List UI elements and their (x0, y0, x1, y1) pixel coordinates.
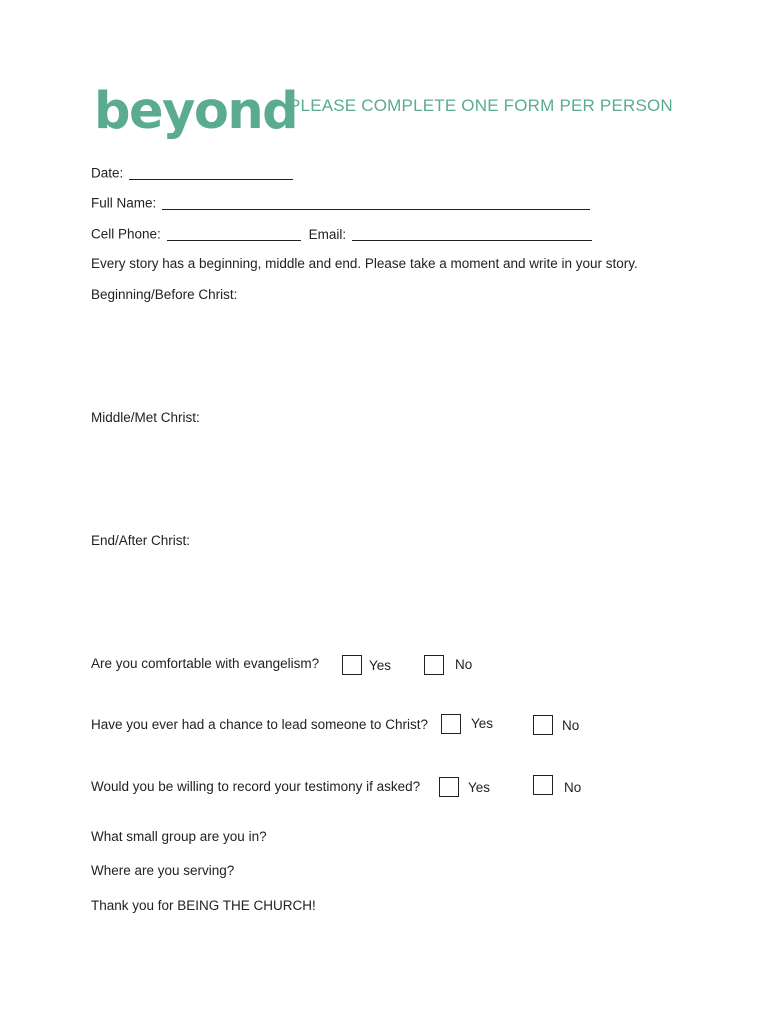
date-row (91, 165, 293, 180)
cell-phone-label: Cell Phone: (91, 226, 161, 242)
evangelism-no-checkbox[interactable] (424, 655, 444, 675)
full-name-field[interactable] (162, 195, 590, 210)
question-record-testimony: Would you be willing to record your testimony if asked? (91, 779, 421, 794)
question-lead-someone: Have you ever had a chance to lead someone to Christ? (91, 717, 428, 732)
testimony-no-checkbox[interactable] (533, 775, 553, 795)
small-group-question: What small group are you in? (91, 829, 267, 844)
beyond-logo: beyond (94, 82, 298, 141)
question-evangelism: Are you comfortable with evangelism? (91, 656, 320, 671)
date-label: Date: (91, 165, 124, 181)
form-instruction: PLEASE COMPLETE ONE FORM PER PERSON (289, 96, 673, 115)
testimony-yes-label: Yes (468, 780, 491, 795)
thank-you-note: Thank you for BEING THE CHURCH! (91, 898, 316, 913)
date-field[interactable] (129, 165, 293, 180)
serving-question: Where are you serving? (91, 863, 235, 878)
evangelism-yes-checkbox[interactable] (342, 655, 362, 675)
email-field[interactable] (352, 226, 592, 241)
end-answer-area[interactable] (91, 554, 681, 649)
testimony-no-label: No (564, 780, 582, 795)
lead-yes-label: Yes (471, 716, 494, 731)
lead-yes-checkbox[interactable] (441, 714, 461, 734)
evangelism-no-label: No (455, 657, 473, 672)
testimony-yes-checkbox[interactable] (439, 777, 459, 797)
cell-phone-field[interactable] (167, 226, 301, 241)
full-name-row (91, 195, 590, 210)
middle-label: Middle/Met Christ: (91, 410, 200, 425)
end-label: End/After Christ: (91, 533, 191, 548)
story-intro: Every story has a beginning, middle and end. Please take a moment and write in your story. (91, 256, 638, 271)
contact-row (91, 226, 592, 241)
evangelism-yes-label: Yes (369, 658, 392, 673)
lead-no-checkbox[interactable] (533, 715, 553, 735)
beginning-answer-area[interactable] (91, 308, 681, 403)
email-label: Email: (308, 226, 347, 242)
lead-no-label: No (562, 718, 580, 733)
middle-answer-area[interactable] (91, 431, 681, 526)
full-name-label: Full Name: (91, 195, 157, 211)
beginning-label: Beginning/Before Christ: (91, 287, 238, 302)
